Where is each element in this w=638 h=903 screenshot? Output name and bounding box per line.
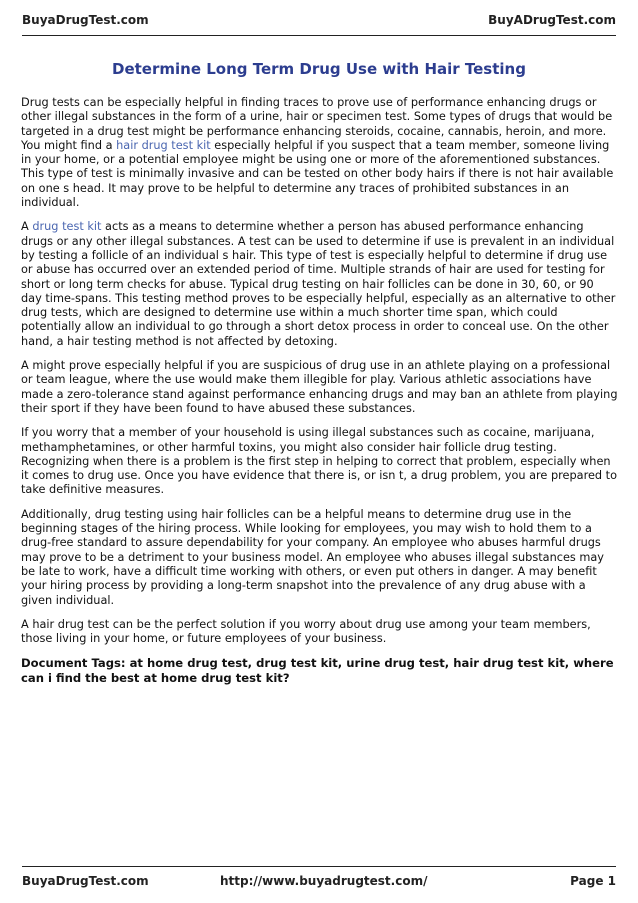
paragraph-1 [21, 96, 618, 210]
paragraph-2 [21, 220, 618, 349]
paragraph-text: A [21, 220, 33, 234]
page-header [22, 13, 616, 27]
paragraph-4: If you worry that a member of your household is using illegal substances such as cocaine, marijuana, methamphetamines, or other harmful toxins, you might also consider hair follicle drug testing. Recognizing when there is a problem is the first step in helping to correct that problem, especially when it comes to drug use. Once you have evidence that there is, or isn t, a drug problem, you are prepared to take definitive measures. [21, 426, 618, 497]
header-site-left: BuyaDrugTest.com [22, 13, 149, 27]
paragraph-5: Additionally, drug testing using hair follicles can be a helpful means to determine drug use in the beginning stages of the hiring process. While looking for employees, you may wish to hold them to a drug-free standard to assure dependability for your company. An employee who abuses harmful drugs may prove to be a detriment to your business model. An employee who abuses illegal substances may be late to work, have a difficult time working with others, or even put others in danger. A may benefit your hiring process by providing a long-term snapshot into the prevalence of any drug abuse with a given individual. [21, 507, 604, 607]
document-tags: Document Tags: at home drug test, drug test kit, urine drug test, hair drug test kit, where can i find the best at home drug test kit? [21, 656, 614, 686]
drug-test-kit-link[interactable]: drug test kit [32, 220, 102, 234]
footer-divider [22, 866, 616, 867]
hair-drug-test-kit-link[interactable]: hair drug test kit [116, 138, 211, 152]
paragraph-text: especially helpful if you suspect that a team member, someone living in your home, or a potential employee might be using one or more of the aforementioned substances. This type of test is minimally invasive and can be tested on other body hairs if there is not hair available on one s head. It may prove to be helpful to determine any traces of prohibited substances in an individual. [21, 138, 614, 210]
document-body [21, 96, 618, 696]
paragraph-3: A might prove especially helpful if you are suspicious of drug use in an athlete playing on a professional or team league, where the use would make them illegible for play. Various athletic associations have made a zero-tolerance stand against performance enhancing drugs and may ban an athlete from playing their sport if they have been found to have abused these substances. [21, 359, 618, 415]
paragraph-6: A hair drug test can be the perfect solution if you worry about drug use among your team members, those living in your home, or future employees of your business. [21, 617, 591, 646]
page-footer [22, 874, 616, 890]
footer-site: BuyaDrugTest.com [22, 874, 149, 888]
header-site-right: BuyADrugTest.com [488, 13, 616, 27]
paragraph-text: acts as a means to determine whether a person has abused performance enhancing drugs or any other illegal substances. A test can be used to determine if use is prevalent in an individual by testing a follicle of an individual s hair. This type of test is especially helpful to determine if drug use or abuse has occurred over an extended period of time. Multiple strands of hair are used for testing for short or long term checks for abuse. Typical drug testing on hair follicles can be done in 30, 60, or 90 day time-spans. This testing method proves to be especially helpful, especially as an alternative to other drug tests, which are designed to determine use within a much shorter time span, which could potentially allow an individual to go through a short detox process in order to conceal use. On the other hand, a hair testing method is not affected by detoxing. [21, 220, 616, 348]
document-title: Determine Long Term Drug Use with Hair Testing [112, 60, 526, 78]
page-number: Page 1 [570, 874, 616, 888]
paragraph-text: Drug tests can be especially helpful in finding traces to prove use of performance enhancing drugs or other illegal substances in the form of a urine, hair or specimen test. Some types of drugs that would be targeted in a drug test might be performance enhancing steroids, cocaine, cannabis, heroin, and more. You might find a [21, 96, 613, 152]
footer-url-link[interactable]: http://www.buyadrugtest.com/ [220, 874, 428, 888]
header-divider [22, 35, 616, 36]
